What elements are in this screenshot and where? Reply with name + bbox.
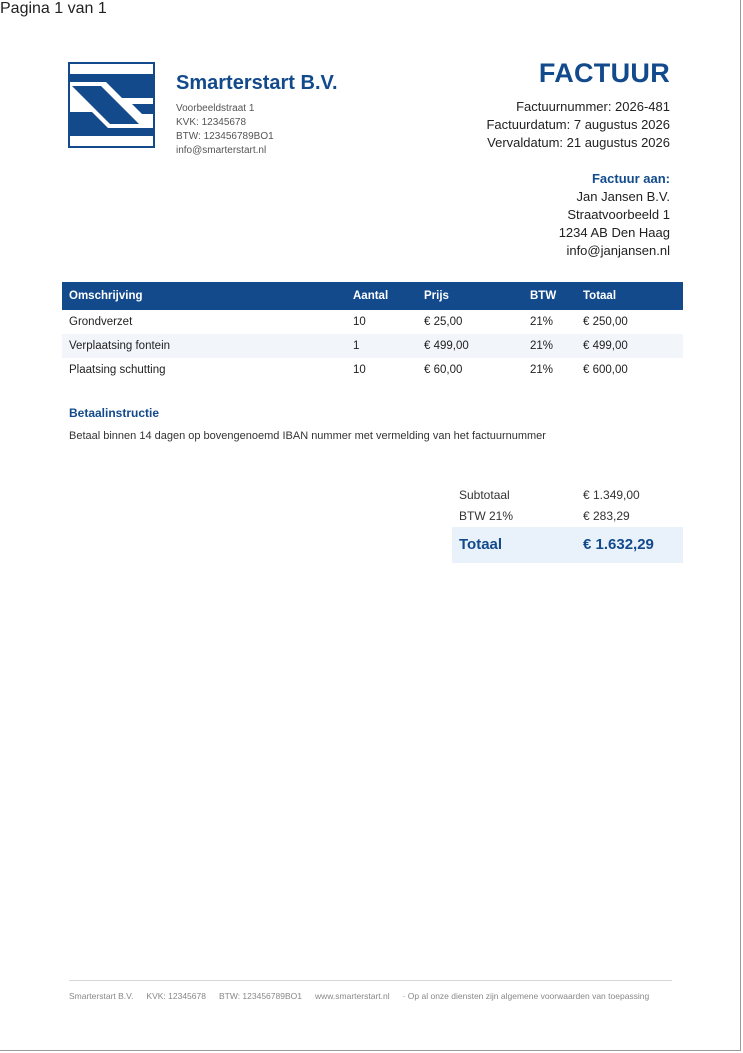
bill-to-email: info@janjansen.nl xyxy=(566,243,670,258)
company-kvk: KVK: 12345678 xyxy=(176,117,247,128)
footer-terms: · Op al onze diensten zijn algemene voorwaarden van toepassing xyxy=(402,991,650,1001)
totals-box xyxy=(452,484,683,563)
grand-total-row xyxy=(452,527,683,563)
row-quantity: 1 xyxy=(346,334,417,358)
company-logo xyxy=(68,62,155,148)
header-quantity: Aantal xyxy=(346,282,417,310)
footer-company: Smarterstart B.V. xyxy=(69,991,134,1001)
row-description: Grondverzet xyxy=(69,316,133,328)
invoice-meta xyxy=(486,98,670,152)
subtotal-value: € 1.349,00 xyxy=(583,488,640,502)
bill-to-label: Factuur aan: xyxy=(591,171,670,186)
header-vat: BTW xyxy=(523,282,576,310)
row-vat: 21% xyxy=(523,334,576,358)
bill-to-name: Jan Jansen B.V. xyxy=(576,189,670,204)
footer-web: www.smarterstart.nl xyxy=(314,991,390,1001)
company-info xyxy=(176,102,274,158)
header-price: Prijs xyxy=(417,282,523,310)
row-description: Verplaatsing fontein xyxy=(62,334,346,358)
footer xyxy=(69,991,662,1001)
grand-total-value: € 1.632,29 xyxy=(583,536,654,553)
row-price: € 60,00 xyxy=(424,364,463,376)
row-quantity: 10 xyxy=(353,316,366,328)
row-description: Plaatsing schutting xyxy=(69,364,166,376)
subtotal-label: Subtotaal xyxy=(459,488,510,502)
table-row xyxy=(62,310,683,334)
row-total: € 499,00 xyxy=(576,334,683,358)
row-vat: 21% xyxy=(530,316,554,328)
vat-value: € 283,29 xyxy=(583,509,630,523)
row-price: € 499,00 xyxy=(417,334,523,358)
company-btw: BTW: 123456789BO1 xyxy=(176,131,274,142)
footer-divider xyxy=(69,980,672,981)
vat-row xyxy=(452,505,683,526)
payment-text: Betaal binnen 14 dagen op bovengenoemd IBAN nummer met vermelding van het factuurnummer xyxy=(69,430,546,442)
row-quantity: 10 xyxy=(353,364,366,376)
bill-to xyxy=(559,170,670,260)
header-description: Omschrijving xyxy=(62,282,346,310)
company-address: Voorbeeldstraat 1 xyxy=(176,103,255,114)
payment-heading: Betaalinstructie xyxy=(69,406,160,420)
row-total: € 600,00 xyxy=(583,364,628,376)
grand-total-label: Totaal xyxy=(459,536,503,553)
stripes-logo-icon xyxy=(70,64,153,146)
footer-kvk: KVK: 12345678 xyxy=(146,991,206,1001)
invoice-date: Factuurdatum: 7 augustus 2026 xyxy=(486,117,670,132)
company-name: Smarterstart B.V. xyxy=(176,72,338,94)
vat-label: BTW 21% xyxy=(459,509,514,523)
footer-btw: BTW: 123456789BO1 xyxy=(218,991,302,1001)
table-row xyxy=(62,334,683,358)
table-row xyxy=(62,358,683,382)
bill-to-city: 1234 AB Den Haag xyxy=(558,225,670,240)
row-vat: 21% xyxy=(530,364,554,376)
row-total: € 250,00 xyxy=(583,316,628,328)
invoice-due-date: Vervaldatum: 21 augustus 2026 xyxy=(487,135,670,150)
company-email: info@smarterstart.nl xyxy=(176,145,267,156)
footer-page-number: Pagina 1 van 1 xyxy=(0,0,107,17)
row-price: € 25,00 xyxy=(424,316,463,328)
invoice-number: Factuurnummer: 2026-481 xyxy=(516,99,670,114)
table-header-row xyxy=(62,282,683,310)
invoice-title: FACTUUR xyxy=(538,58,670,88)
line-items-table xyxy=(62,282,683,382)
header-total: Totaal xyxy=(576,282,683,310)
bill-to-street: Straatvoorbeeld 1 xyxy=(567,207,670,222)
subtotal-row xyxy=(452,484,683,505)
